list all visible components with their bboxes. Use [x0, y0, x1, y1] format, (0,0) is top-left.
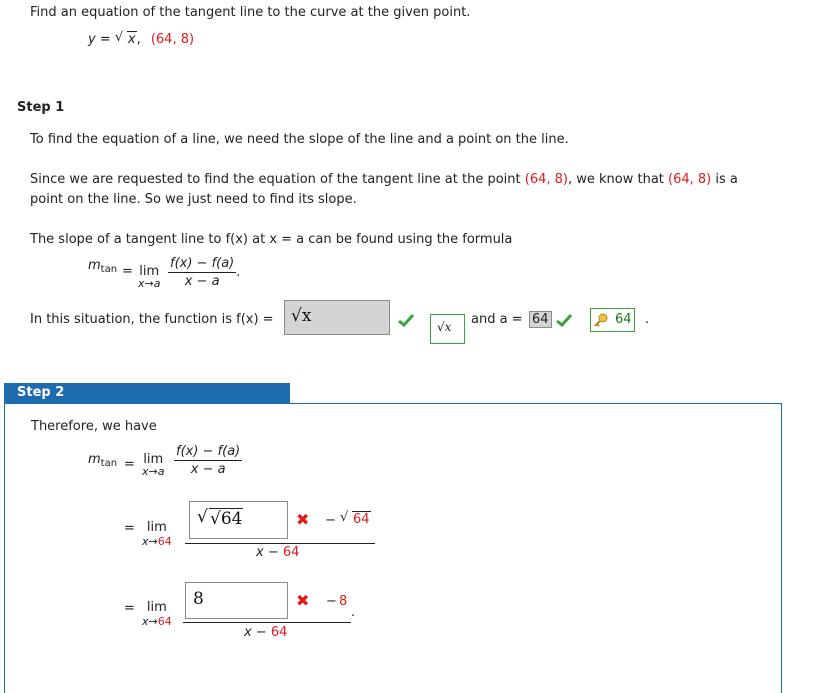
x-mark-icon: ✖: [296, 591, 310, 610]
check-icon: [556, 313, 572, 327]
step1-para1: To find the equation of a line, we need the slope of the line and a point on the line.: [30, 132, 569, 147]
problem-equation: y = √ x, (64, 8): [88, 30, 195, 47]
row1-eq: =: [124, 457, 135, 472]
row3-minus: −: [326, 594, 337, 609]
row1-m-tan: $m_{tan}$: [88, 452, 118, 469]
row3-denominator: x − 64: [244, 625, 288, 640]
slope-formula: $m_{tan}$: [88, 258, 118, 275]
point-ref-1: (64, 8): [524, 172, 568, 187]
row2-numerator-input[interactable]: √ √64: [189, 501, 288, 539]
row3-value: 8: [339, 594, 348, 609]
row3-lim: lim x→64: [142, 600, 172, 628]
row1-fraction: $\frac{f(x) - f(a)}{x - a}$: [176, 444, 241, 477]
row3-eq: =: [124, 601, 135, 616]
fx-answer-input[interactable]: √x: [284, 300, 390, 335]
row3-period: .: [351, 605, 356, 620]
and-a-text: and a =: [471, 312, 523, 327]
row2-sqrt-64: √ 64: [340, 510, 370, 527]
step1-para2-line2: point on the line. So we just need to find its slope.: [30, 192, 357, 207]
end-period: .: [645, 312, 650, 327]
row3-numerator-input[interactable]: 8: [185, 582, 288, 619]
row2-eq: =: [124, 521, 135, 536]
equation-point: (64, 8): [150, 32, 195, 47]
answer-key-box[interactable]: [590, 308, 635, 332]
formula-lim: lim x→a: [138, 264, 161, 290]
row2-fraction-bar: [185, 543, 375, 544]
x-mark-icon: ✖: [296, 510, 310, 529]
formula-fraction: $\frac{f(x) - f(a)}{x - a}$ .: [170, 256, 241, 289]
row3-fraction-bar: [183, 622, 351, 623]
row1-lim: lim x→a: [142, 452, 165, 478]
sqrt-palette-button[interactable]: √x: [430, 314, 465, 344]
step1-title: Step 1: [17, 100, 65, 115]
step2-therefore: Therefore, we have: [31, 419, 157, 434]
step2-header: Step 2: [4, 383, 290, 403]
step1-para2: Since we are requested to find the equation of the tangent line at the point (64, 8), we know that (64, 8) is a: [30, 172, 738, 187]
situation-text: In this situation, the function is f(x) =: [30, 312, 274, 327]
step2-panel: [4, 403, 782, 693]
check-icon: [398, 313, 414, 327]
formula-eq: =: [122, 264, 133, 279]
a-answer-input[interactable]: 64: [529, 311, 552, 328]
key-answer: 64: [615, 312, 632, 327]
equation-lhs: y =: [88, 32, 115, 47]
point-ref-2: (64, 8): [668, 172, 712, 187]
step1-para3: The slope of a tangent line to f(x) at x = a can be found using the formula: [30, 232, 513, 247]
row2-denominator: x − 64: [256, 545, 300, 560]
key-icon: [593, 312, 609, 328]
row2-lim: lim x→64: [142, 520, 172, 548]
row2-minus: −: [325, 513, 336, 528]
equation-sqrt: √ x: [114, 30, 136, 47]
problem-instruction: Find an equation of the tangent line to the curve at the given point.: [30, 5, 471, 20]
